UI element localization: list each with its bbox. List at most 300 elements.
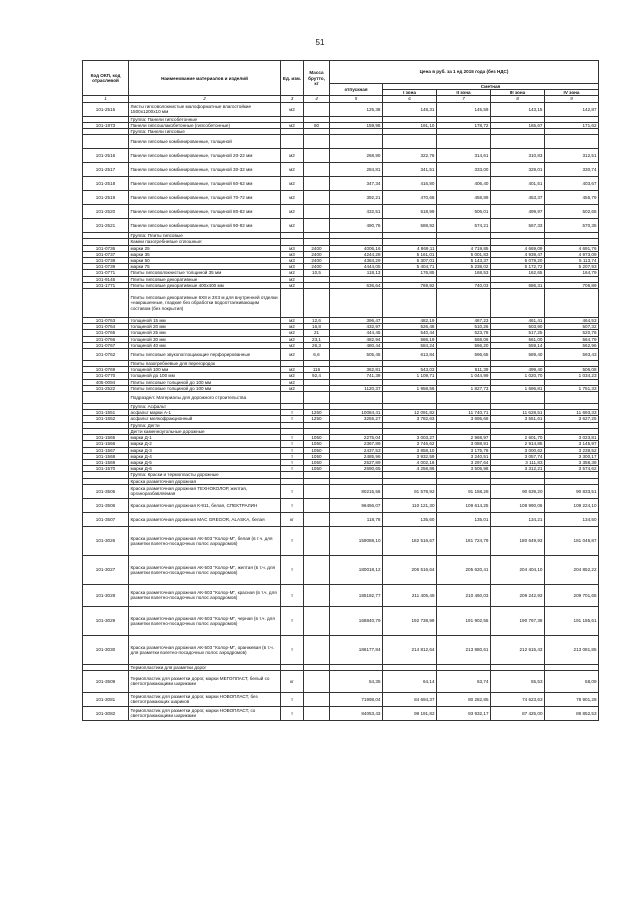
unit-cell: м2 — [281, 385, 304, 391]
zone4-price-cell: 3 358,38 — [545, 459, 599, 465]
group-label: Плиты гипсовые декоративные 6Х8 и 3Х3 м для внутренней отделки «накрашенные, гладкие без обработки водоотталкивающим составом (без покрытия) — [129, 289, 281, 318]
sale-price-cell: 2527,89 — [330, 459, 383, 465]
unit-cell: м2 — [281, 379, 304, 385]
name-cell: Панели гипсовые комбинированные, толщиной 90-92 мм — [129, 219, 281, 233]
unit-cell: т — [281, 706, 304, 720]
unit-cell: т — [281, 526, 304, 555]
mass-cell — [304, 177, 330, 191]
zone1-price-cell: 518,99 — [383, 205, 437, 219]
zone1-price-cell: 4 869,11 — [383, 245, 437, 251]
unit-cell: т — [281, 453, 304, 459]
name-cell: Панели гипсовые комбинированные, толщиной 20-22 мм — [129, 149, 281, 163]
name-cell: толщиной 25 мм — [129, 330, 281, 336]
empty-cell — [437, 392, 491, 404]
zone4-price-cell: 593,43 — [545, 349, 599, 361]
code-cell: 101-2521 — [83, 219, 129, 233]
code-cell: 101-1552 — [83, 416, 129, 422]
zone3-price-cell: 87 425,00 — [491, 706, 545, 720]
table-row — [83, 149, 599, 163]
zone1-price-cell: 584,24 — [383, 342, 437, 348]
zone4-price-cell: 204 852,22 — [545, 555, 599, 584]
zone4-price-cell: 455,79 — [545, 191, 599, 205]
zone3-price-cell: 3 000,62 — [491, 447, 545, 453]
unit-cell: т — [281, 441, 304, 447]
code-cell — [83, 135, 129, 149]
name-cell: Листы гипсоволокнистые малоформатные влагостойкие 1500х1200х10 мм — [129, 102, 281, 116]
mass-cell — [304, 670, 330, 692]
code-cell: 101-0771 — [83, 270, 129, 276]
name-cell: Панели гипсовые комбинированные, толщиной 60-62 мм — [129, 177, 281, 191]
zone2-price-cell: 3 505,98 — [437, 466, 491, 472]
zone2-price-cell: 1 827,73 — [437, 385, 491, 391]
unit-cell: м2 — [281, 191, 304, 205]
code-cell: 101-3026 — [83, 526, 129, 555]
table-row — [83, 512, 599, 526]
mass-cell: 1050 — [304, 466, 330, 472]
mass-cell: 2400 — [304, 264, 330, 270]
zone2-price-cell: 510,26 — [437, 324, 491, 330]
zone3-price-cell: 11 628,51 — [491, 410, 545, 416]
sale-price-cell: 186177,84 — [330, 635, 383, 664]
unit-cell: м2 — [281, 373, 304, 379]
zone1-price-cell: 5 161,01 — [383, 251, 437, 257]
zone4-price-cell: 134,50 — [545, 512, 599, 526]
zone1-price-cell: 12 091,82 — [383, 410, 437, 416]
mass-cell — [304, 692, 330, 706]
zone4-price-cell: 312,51 — [545, 149, 599, 163]
zone4-price-cell: 403,67 — [545, 177, 599, 191]
zone3-price-cell: 3 312,21 — [491, 466, 545, 472]
zone1-price-cell: 526,48 — [383, 324, 437, 330]
zone1-price-cell: 91 578,92 — [383, 484, 437, 498]
table-row — [83, 606, 599, 635]
code-cell: 101-1973 — [83, 122, 129, 128]
table-row — [83, 670, 599, 692]
sale-price-cell: 636,64 — [330, 282, 383, 288]
zone2-price-cell: 135,01 — [437, 512, 491, 526]
zone2-price-cell: 568,06 — [437, 336, 491, 342]
zone3-price-cell: 134,21 — [491, 512, 545, 526]
mass-cell: 1050 — [304, 459, 330, 465]
unit-cell: кг — [281, 670, 304, 692]
col-number: 6 — [383, 96, 437, 102]
zone1-price-cell: 3 003,27 — [383, 435, 437, 441]
mass-cell: 1250 — [304, 410, 330, 416]
name-cell: марки 50 — [129, 258, 281, 264]
zone2-price-cell: 213 880,61 — [437, 635, 491, 664]
unit-cell: т — [281, 447, 304, 453]
code-cell: 101-1565 — [83, 435, 129, 441]
zone3-price-cell: 2 601,70 — [491, 435, 545, 441]
zone3-price-cell: 74 623,63 — [491, 692, 545, 706]
mass-cell — [304, 191, 330, 205]
empty-cell — [304, 135, 330, 149]
zone3-price-cell: 165,67 — [491, 122, 545, 128]
name-cell: Краска разметочная дорожная АК-503 "Колор-М", белая (в т.ч. для разметки взлетно-посадочных полос аэродромов) — [129, 526, 281, 555]
table-row — [83, 635, 599, 664]
header-zone4: IV зона — [545, 90, 599, 96]
sale-price-cell: 54,35 — [330, 670, 383, 692]
group-row — [83, 289, 599, 318]
code-cell — [83, 289, 129, 318]
zone1-price-cell: 148,31 — [383, 102, 437, 116]
zone3-price-cell: 461,41 — [491, 318, 545, 324]
zone4-price-cell: 3 300,17 — [545, 453, 599, 459]
unit-cell: т — [281, 584, 304, 606]
sale-price-cell: 268,90 — [330, 149, 383, 163]
zone1-price-cell: 540,44 — [383, 330, 437, 336]
code-cell: 101-0736 — [83, 245, 129, 251]
mass-cell: 116 — [304, 367, 330, 373]
sale-price-cell: 347,34 — [330, 177, 383, 191]
empty-cell — [545, 135, 599, 149]
sale-price-cell: 2367,89 — [330, 441, 383, 447]
mass-cell: 2400 — [304, 251, 330, 257]
table-row — [83, 102, 599, 116]
zone2-price-cell: 3 088,91 — [437, 441, 491, 447]
code-cell: 101-3030 — [83, 635, 129, 664]
unit-cell: м2 — [281, 336, 304, 342]
name-cell: толщиной 30 мм — [129, 336, 281, 342]
zone1-price-cell: 322,76 — [383, 149, 437, 163]
empty-cell — [281, 392, 304, 404]
zone4-price-cell: 4 973,09 — [545, 251, 599, 257]
name-cell: Термопластик для разметки дорог, марки НОВОПЛАСТ, со светоотражающими шариками — [129, 706, 281, 720]
sale-price-cell: 284,81 — [330, 163, 383, 177]
empty-cell — [491, 135, 545, 149]
zone4-price-cell: 11 693,33 — [545, 410, 599, 416]
empty-cell — [545, 289, 599, 318]
zone3-price-cell: 1 020,70 — [491, 373, 545, 379]
zone1-price-cell: 5 307,01 — [383, 258, 437, 264]
group-label: Группа: Панели гипсобетонные — [129, 116, 281, 122]
zone4-price-cell: 58,09 — [545, 670, 599, 692]
table-row — [83, 349, 599, 361]
unit-cell: м2 — [281, 318, 304, 324]
name-cell: Панели гипсовые комбинированные, толщиной 30-32 мм — [129, 163, 281, 177]
sale-price-cell: 168840,79 — [330, 606, 383, 635]
name-cell: Краска разметочная дорожная АК-503 "Колор-М", желтая (в т.ч. для разметки взлетно-посадочных полос аэродромов) — [129, 555, 281, 584]
code-cell: 405-0094 — [83, 379, 129, 385]
code-cell: 101-3027 — [83, 555, 129, 584]
sale-price-cell: 4006,16 — [330, 245, 383, 251]
mass-cell: 2400 — [304, 245, 330, 251]
name-cell: Термопластик для разметки дорог, марки НОВОПЛАСТ, без светоотражающих шариков — [129, 692, 281, 706]
zone2-price-cell: 333,00 — [437, 163, 491, 177]
zone4-price-cell: 3 023,81 — [545, 435, 599, 441]
table-row — [83, 219, 599, 233]
code-cell: 101-2516 — [83, 149, 129, 163]
sale-price-cell: 1120,37 — [330, 385, 383, 391]
mass-cell — [304, 606, 330, 635]
unit-cell: т — [281, 692, 304, 706]
zone4-price-cell: 164,79 — [545, 270, 599, 276]
zone1-price-cell: 586,19 — [383, 336, 437, 342]
code-cell: 101-0739 — [83, 264, 129, 270]
group-label: Камни пазогребневые сплошные: — [129, 239, 281, 245]
zone4-price-cell: 502,65 — [545, 205, 599, 219]
table-row — [83, 484, 599, 498]
zone1-price-cell: 84 694,37 — [383, 692, 437, 706]
unit-cell: м2 — [281, 149, 304, 163]
header-zone1: I зона — [383, 90, 437, 96]
code-cell: 101-1771 — [83, 282, 129, 288]
name-cell: Панели гипсовые комбинированные, толщиной 80-82 мм — [129, 205, 281, 219]
code-cell: 101-0764 — [83, 324, 129, 330]
zone3-price-cell: 162,65 — [491, 270, 545, 276]
zone3-price-cell: 190 767,38 — [491, 606, 545, 635]
mass-cell — [304, 706, 330, 720]
empty-cell — [330, 392, 383, 404]
zone1-price-cell: 3 858,10 — [383, 447, 437, 453]
name-cell: толщиной до 100 мм — [129, 373, 281, 379]
zone2-price-cell: 2 968,97 — [437, 435, 491, 441]
zone3-price-cell: 4 939,47 — [491, 251, 545, 257]
zone2-price-cell: 80 282,85 — [437, 692, 491, 706]
zone3-price-cell: 567,33 — [491, 219, 545, 233]
col-number: 5 — [330, 96, 383, 102]
zone2-price-cell: 109 614,25 — [437, 498, 491, 512]
zone3-price-cell: 401,51 — [491, 177, 545, 191]
table-body — [83, 102, 599, 720]
code-cell: 101-3507 — [83, 512, 129, 526]
zone2-price-cell: 5 143,37 — [437, 258, 491, 264]
sale-price-cell: 432,97 — [330, 324, 383, 330]
mass-cell: 23,1 — [304, 336, 330, 342]
mass-cell — [304, 102, 330, 116]
sale-price-cell: 4244,28 — [330, 251, 383, 257]
group-row — [83, 392, 599, 404]
name-cell: толщиной 15 мм — [129, 318, 281, 324]
sale-price-cell: 159088,10 — [330, 526, 383, 555]
header-zone2: II зона — [437, 90, 491, 96]
code-cell: 101-0762 — [83, 349, 129, 361]
zone2-price-cell: 205 620,41 — [437, 555, 491, 584]
name-cell: марки Д-5 — [129, 459, 281, 465]
code-cell: 101-3028 — [83, 584, 129, 606]
sale-price-cell: 71998,04 — [330, 692, 383, 706]
sale-price-cell: 741,39 — [330, 373, 383, 379]
group-label: Группа: Асфальт — [129, 404, 281, 410]
zone2-price-cell: 511,39 — [437, 367, 491, 373]
code-cell: 101-2517 — [83, 163, 129, 177]
code-cell: 101-2522 — [83, 385, 129, 391]
zone2-price-cell: 467,23 — [437, 318, 491, 324]
unit-cell: т — [281, 498, 304, 512]
zone4-price-cell: 706,89 — [545, 282, 599, 288]
zone3-price-cell: 517,25 — [491, 330, 545, 336]
name-cell: марки 25 — [129, 245, 281, 251]
table-row — [83, 205, 599, 219]
zone2-price-cell: 178,72 — [437, 122, 491, 128]
empty-cell — [330, 135, 383, 149]
zone1-price-cell: 3 932,59 — [383, 453, 437, 459]
zone3-price-cell: 55,53 — [491, 670, 545, 692]
zone4-price-cell: 3 574,62 — [545, 466, 599, 472]
group-label: Плиты пазогребневые для перегородок — [129, 361, 281, 367]
code-cell: 101-3082 — [83, 706, 129, 720]
zone2-price-cell: 191 902,55 — [437, 606, 491, 635]
unit-cell: м2 — [281, 102, 304, 116]
unit-cell: м2 — [281, 163, 304, 177]
zone1-price-cell: 4 258,86 — [383, 466, 437, 472]
name-cell: толщиной 40 мм — [129, 342, 281, 348]
unit-cell: м3 — [281, 251, 304, 257]
zone3-price-cell: 499,97 — [491, 205, 545, 219]
sale-price-cell: 118,13 — [330, 270, 383, 276]
zone2-price-cell: 506,01 — [437, 205, 491, 219]
unit-cell: м2 — [281, 276, 304, 282]
zone1-price-cell: 3 782,63 — [383, 416, 437, 422]
mass-cell — [304, 205, 330, 219]
header-zone3: III зона — [491, 90, 545, 96]
zone1-price-cell: 135,60 — [383, 512, 437, 526]
zone2-price-cell: 93 932,17 — [437, 706, 491, 720]
group-label: Группа: Плиты гипсовые — [129, 233, 281, 239]
zone1-price-cell: 3 746,62 — [383, 441, 437, 447]
empty-cell — [281, 289, 304, 318]
unit-cell: т — [281, 635, 304, 664]
name-cell: марки Д-4 — [129, 453, 281, 459]
zone3-price-cell: 3 111,83 — [491, 459, 545, 465]
zone2-price-cell: 1 044,99 — [437, 373, 491, 379]
name-cell: Плиты гипсовые толщиной до 100 мм — [129, 379, 281, 385]
zone1-price-cell: 211 405,48 — [383, 584, 437, 606]
zone4-price-cell: 1 751,33 — [545, 385, 599, 391]
empty-cell — [383, 135, 437, 149]
zone2-price-cell: 523,78 — [437, 330, 491, 336]
col-number: 7 — [437, 96, 491, 102]
zone1-price-cell: 1 109,71 — [383, 373, 437, 379]
unit-cell: т — [281, 435, 304, 441]
zone1-price-cell: 182 516,67 — [383, 526, 437, 555]
mass-cell — [304, 512, 330, 526]
zone4-price-cell: 570,35 — [545, 219, 599, 233]
col-number: 4 — [304, 96, 330, 102]
code-cell: 101-0770 — [83, 373, 129, 379]
code-cell: 101-3505 — [83, 484, 129, 498]
zone1-price-cell: 99 191,82 — [383, 706, 437, 720]
zone4-price-cell: 1 034,23 — [545, 373, 599, 379]
name-cell: Краска разметочная дорожная АК-503 "Колор-М", черная (в т.ч. для разметки взлетно-посадочных полос аэродромов) — [129, 606, 281, 635]
zone4-price-cell: 90 833,51 — [545, 484, 599, 498]
table-row — [83, 692, 599, 706]
zone4-price-cell: 520,76 — [545, 330, 599, 336]
code-cell: 101-2520 — [83, 205, 129, 219]
zone4-price-cell: 3 238,52 — [545, 447, 599, 453]
name-cell: Панели гипсовые комбинированные, толщиной 70-72 мм — [129, 191, 281, 205]
unit-cell: т — [281, 606, 304, 635]
zone3-price-cell: 589,40 — [491, 349, 545, 361]
mass-cell — [304, 584, 330, 606]
unit-cell: т — [281, 410, 304, 416]
mass-cell — [304, 526, 330, 555]
zone4-price-cell: 191 185,61 — [545, 606, 599, 635]
zone4-price-cell: 506,08 — [545, 367, 599, 373]
name-cell: Краска разметочная дорожная К-911, белая, СПЕКТРАЛИН — [129, 498, 281, 512]
sale-price-cell: 505,45 — [330, 349, 383, 361]
mass-cell: 2400 — [304, 258, 330, 264]
empty-cell — [437, 135, 491, 149]
zone2-price-cell: 210 460,03 — [437, 584, 491, 606]
table-row — [83, 555, 599, 584]
zone3-price-cell: 4 669,09 — [491, 245, 545, 251]
zone2-price-cell: 168,53 — [437, 270, 491, 276]
empty-cell — [330, 289, 383, 318]
zone3-price-cell: 143,15 — [491, 102, 545, 116]
zone2-price-cell: 574,21 — [437, 219, 491, 233]
col-number: 8 — [491, 96, 545, 102]
table-row — [83, 191, 599, 205]
zone1-price-cell: 482,19 — [383, 318, 437, 324]
code-cell: 101-0763 — [83, 318, 129, 324]
name-cell: Плиты гипсовые декоративные 400х400 мм — [129, 282, 281, 288]
zone4-price-cell: 3 145,97 — [545, 441, 599, 447]
name-cell: асфальт мелкофракционный — [129, 416, 281, 422]
group-label: Термопластики для разметки дорог — [129, 664, 281, 670]
empty-cell — [281, 135, 304, 149]
code-cell: 101-1568 — [83, 453, 129, 459]
unit-cell: т — [281, 484, 304, 498]
header-estimate: Сметная — [383, 84, 599, 90]
code-cell: 101-2519 — [83, 191, 129, 205]
name-cell: Краска разметочная дорожная ТЕХНОКОЛОР, желтая, органоразбавляемая — [129, 484, 281, 498]
unit-cell: кг — [281, 512, 304, 526]
zone1-price-cell: 613,84 — [383, 349, 437, 361]
zone3-price-cell: 310,83 — [491, 149, 545, 163]
unit-cell: м3 — [281, 245, 304, 251]
name-cell: Плиты гипсовые толщиной до 100 мм — [129, 385, 281, 391]
mass-cell: 12,6 — [304, 318, 330, 324]
empty-cell — [491, 289, 545, 318]
group-label: Подраздел: Материалы для дорожного строительства — [129, 392, 281, 404]
zone4-price-cell: 507,32 — [545, 324, 599, 330]
name-cell: марки 35 — [129, 251, 281, 257]
zone2-price-cell: 5 001,83 — [437, 251, 491, 257]
sale-price-cell: 4444,05 — [330, 264, 383, 270]
mass-cell: 92,4 — [304, 373, 330, 379]
empty-cell — [383, 289, 437, 318]
code-cell: 101-0769 — [83, 367, 129, 373]
unit-cell: т — [281, 459, 304, 465]
zone2-price-cell: 406,40 — [437, 177, 491, 191]
zone3-price-cell: 180 649,93 — [491, 526, 545, 555]
zone3-price-cell: 3 057,74 — [491, 453, 545, 459]
price-table — [82, 60, 599, 721]
unit-cell: м2 — [281, 177, 304, 191]
name-cell: Панели гипсошлакобетонные (гипсобетонные) — [129, 122, 281, 128]
code-cell: 101-3506 — [83, 498, 129, 512]
sale-price-cell: 159,95 — [330, 122, 383, 128]
name-cell: Краска разметочная дорожная АК-503 "Колор-М", оранжевая (в т.ч. для разметки взлетно-посадочных полос аэродромов) — [129, 635, 281, 664]
sale-price-cell: 482,94 — [330, 336, 383, 342]
mass-cell — [304, 635, 330, 664]
unit-cell: м2 — [281, 122, 304, 128]
name-cell: марки Д-6 — [129, 466, 281, 472]
zone2-price-cell: 458,89 — [437, 191, 491, 205]
zone4-price-cell: 562,96 — [545, 342, 599, 348]
mass-cell — [304, 555, 330, 584]
zone2-price-cell: 3 297,64 — [437, 459, 491, 465]
code-cell: 101-0737 — [83, 251, 129, 257]
name-cell: толщиной 100 мм — [129, 367, 281, 373]
zone1-price-cell: 64,14 — [383, 670, 437, 692]
unit-cell: м2 — [281, 367, 304, 373]
zone1-price-cell: 214 812,64 — [383, 635, 437, 664]
sale-price-cell: 490,76 — [330, 219, 383, 233]
table-row — [83, 498, 599, 512]
sale-price-cell: 480,44 — [330, 342, 383, 348]
